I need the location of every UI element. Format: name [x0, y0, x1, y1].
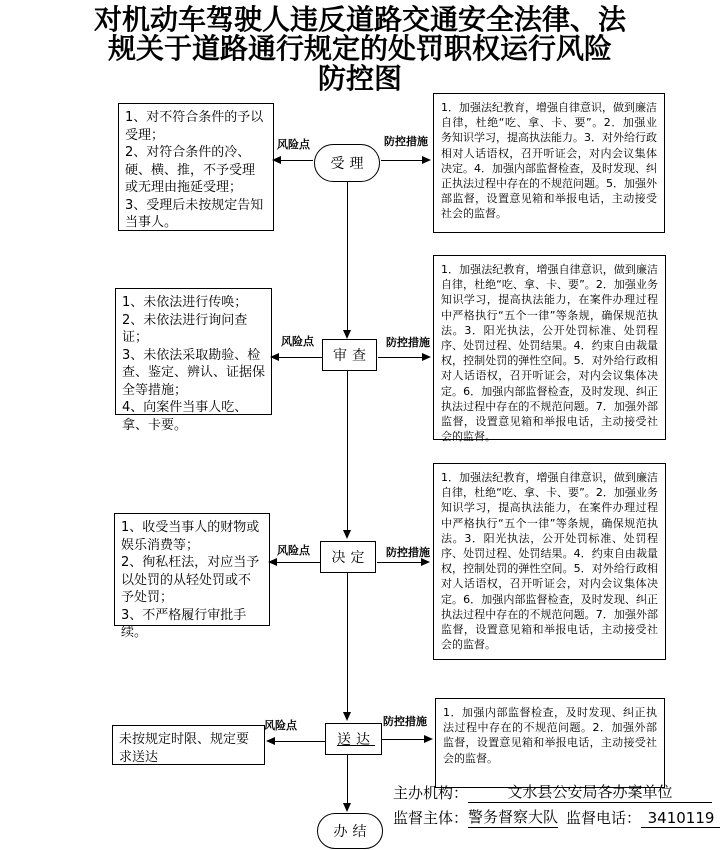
arrow-right-head-review — [422, 353, 431, 361]
footer-organizer-line — [393, 781, 712, 803]
title-line-1: 对机动车驾驶人违反道路交通安全法律、法 — [93, 3, 626, 36]
arrow-left-head-accept — [272, 156, 281, 164]
supervisor-value: 警务督察大队 — [468, 808, 559, 826]
arrow-right-line-accept — [381, 160, 422, 161]
measures-text: 1．加强法纪教育，增强自律意识，做到廉洁自律，杜绝“吃、拿、卡、要”。2．加强业务知识学习，提高执法能力，在案件办理过程中严格执行“五个一律”等条规，确保规范执法。3．阳光执法，公开处罚标准、处罚程序、处罚过程、处罚结果。4．约束自由裁量权，控制处罚的弹性空间。5．对外给行政相对人话语权，召开听证会，对内会议集体决定。6．加强内部监督检查，及时发现、纠正执法过程中存在的不规范问题。7．加强外部监督，设置意见箱和举报电话，主动接受社会的监督。 — [441, 471, 658, 652]
arrow-right-head-decide — [421, 558, 430, 566]
risk-item: 4、向案件当事人吃、拿、卡要。 — [122, 400, 248, 433]
risk-point-label-decide: 风险点 — [277, 544, 310, 557]
measures-text: 1．加强内部监督检查，及时发现、纠正执法过程中存在的不规范问题。2．加强外部监督，设置意见箱和举报电话，主动接受社会的监督。 — [443, 706, 657, 765]
risk-item: 2、徇私枉法，对应当予以处罚的从轻处罚或不予处罚； — [121, 555, 260, 606]
measures-label-accept: 防控措施 — [384, 135, 428, 148]
risk-item: 1、对不符合条件的予以受理； — [125, 110, 264, 143]
organizer-label: 主办机构： — [393, 784, 469, 802]
supervisor-label: 监督主体： — [393, 809, 469, 827]
risk-box-decide — [114, 513, 270, 641]
arrow-right-head-deliver — [424, 735, 433, 743]
arrow-left-line-review — [279, 357, 322, 358]
measures-box-decide — [433, 463, 666, 660]
connector-review-decide — [347, 371, 348, 530]
arrow-right-line-deliver — [382, 739, 424, 740]
risk-item: 1、收受当事人的财物或娱乐消费等； — [121, 520, 260, 553]
node-review-label: 审查 — [333, 348, 371, 364]
organizer-value: 文水县公安局各办案单位 — [468, 781, 712, 803]
risk-point-label-review: 风险点 — [281, 335, 314, 348]
measures-label-decide: 防控措施 — [386, 546, 430, 559]
node-complete-label: 办结 — [333, 824, 372, 840]
risk-box-accept — [118, 103, 274, 231]
risk-box-deliver — [112, 725, 265, 765]
arrow-right-line-review — [378, 357, 422, 358]
risk-item: 3、受理后未按规定告知当事人。 — [125, 197, 264, 231]
measures-box-accept — [433, 93, 665, 233]
arrow-right-head-accept — [422, 156, 431, 164]
node-complete — [317, 813, 383, 849]
risk-item: 未按规定时限、规定要求送达 — [119, 732, 250, 765]
measures-label-review: 防控措施 — [386, 336, 430, 349]
connector-accept-review-head — [343, 330, 351, 339]
risk-item: 1、未依法进行传唤； — [122, 295, 248, 310]
phone-label: 监督电话： — [566, 809, 642, 827]
node-decide — [320, 541, 376, 573]
node-deliver — [325, 723, 382, 755]
arrow-left-line-accept — [281, 160, 313, 161]
node-review — [322, 339, 377, 371]
title-line-3: 防控图 — [317, 61, 402, 95]
risk-box-review — [115, 288, 272, 433]
phone-value: 3410119 — [641, 809, 720, 828]
page-title — [0, 5, 720, 93]
connector-deliver-complete — [347, 755, 348, 803]
node-deliver-label: 送达 — [337, 732, 375, 748]
node-decide-label: 决定 — [331, 550, 370, 566]
risk-item: 2、对符合条件的冷、硬、横、推，不予受理或无理由拖延受理； — [125, 145, 256, 196]
measures-text: 1．加强法纪教育，增强自律意识，做到廉洁自律，杜绝“吃、拿、卡、要”。2．加强业务知识学习，提高执法能力。3．对外给行政相对人话语权，召开听证会，对内会议集体决定。4．加强内部监督检查，及时发现、纠正执法过程中存在的不规范问题。5．加强外部监督，设置意见箱和举报电话，主动接受社会的监督。 — [441, 101, 657, 221]
node-accept-label: 受理 — [330, 156, 369, 172]
risk-item: 3、未依法采取勘验、检查、鉴定、辨认、证据保全等措施； — [122, 347, 266, 398]
connector-decide-deliver-head — [343, 712, 351, 721]
node-accept — [314, 144, 380, 182]
arrow-left-line-decide — [277, 562, 320, 563]
arrow-left-line-deliver — [275, 741, 325, 742]
measures-label-deliver: 防控措施 — [383, 715, 427, 728]
risk-item: 2、未依法进行询问查证； — [122, 312, 248, 346]
arrow-left-head-review — [270, 353, 279, 361]
risk-item: 3、不严格履行审批手续。 — [121, 607, 247, 641]
connector-decide-deliver — [347, 573, 348, 712]
arrow-left-head-decide — [268, 558, 277, 566]
measures-box-review — [433, 255, 666, 444]
connector-accept-review — [347, 182, 348, 330]
measures-text: 1．加强法纪教育，增强自律意识，做到廉洁自律，杜绝“吃、拿、卡、要”。2．加强业务知识学习，提高执法能力，在案件办理过程中严格执行“五个一律”等条规，确保规范执法。3．阳光执法，公开处罚标准、处罚程序、处罚过程、处罚结果。4．约束自由裁量权，控制处罚的弹性空间。5．对外给行政相对人话语权，召开听证会，对内会议集体决定。6．加强内部监督检查，及时发现、纠正执法过程中存在的不规范问题。7．加强外部监督，设置意见箱和举报电话，主动接受社会的监督。 — [441, 263, 658, 444]
measures-box-deliver — [435, 698, 665, 788]
connector-review-decide-head — [343, 530, 351, 539]
arrow-left-head-deliver — [266, 737, 275, 745]
footer-supervisor-line — [393, 806, 720, 828]
risk-point-label-accept: 风险点 — [277, 138, 310, 151]
arrow-right-line-decide — [377, 562, 421, 563]
connector-deliver-complete-head — [343, 803, 351, 812]
risk-point-label-deliver: 风险点 — [264, 719, 297, 732]
title-line-2: 规关于道路通行规定的处罚职权运行风险 — [107, 32, 612, 66]
